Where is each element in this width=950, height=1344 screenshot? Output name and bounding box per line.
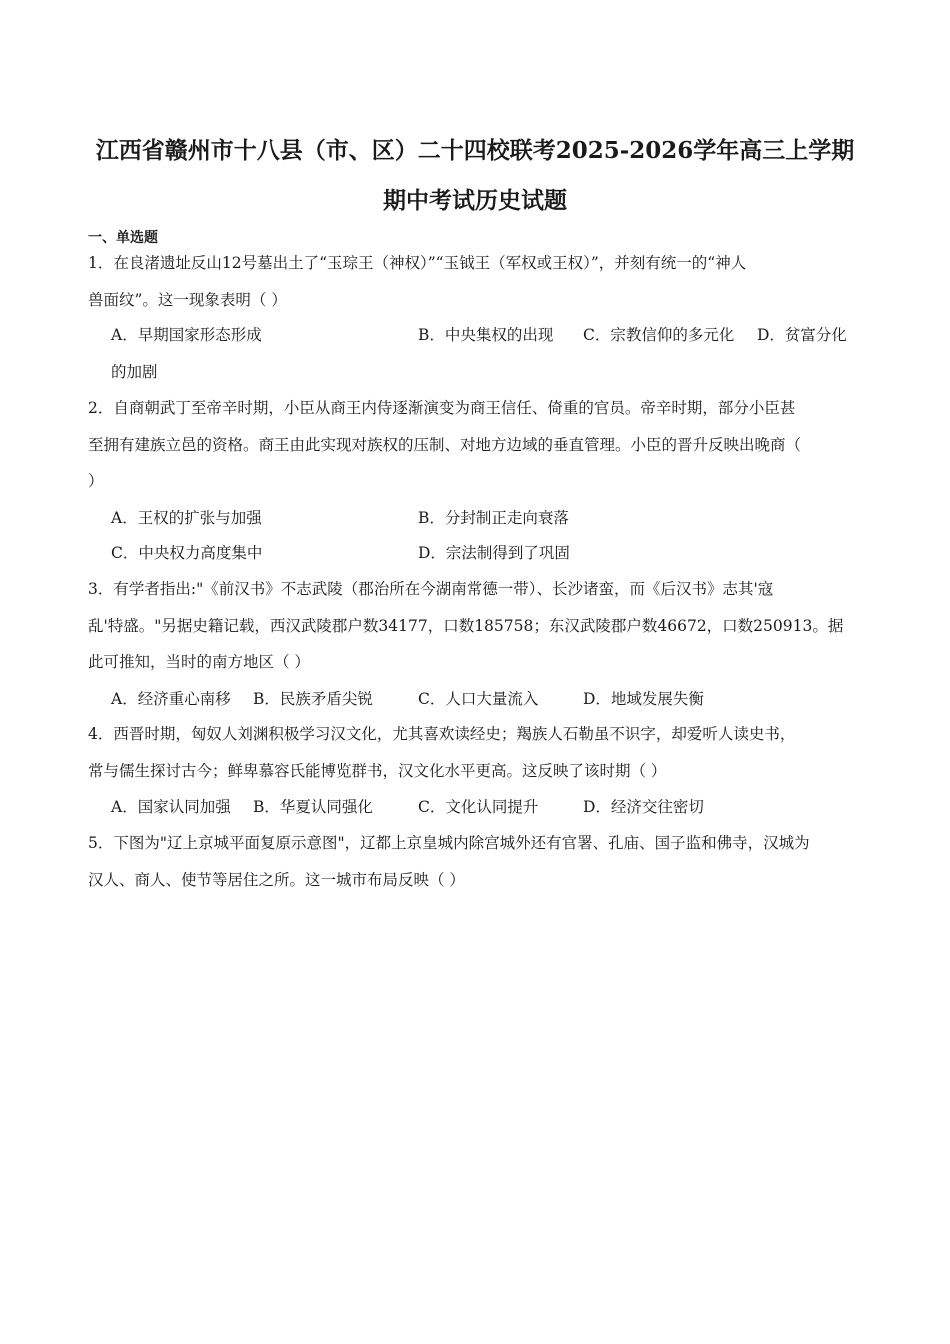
question-2-option-a: A．王权的扩张与加强 bbox=[111, 509, 262, 527]
question-2-option-b: B．分封制正走向衰落 bbox=[418, 509, 569, 527]
question-5-line-1: 5．下图为"辽上京城平面复原示意图"，辽都上京皇城内除宫城外还有官署、孔庙、国子监和佛寺，汉城为 bbox=[88, 834, 810, 852]
question-2-line-1: 2．自商朝武丁至帝辛时期，小臣从商王内侍逐渐演变为商王信任、倚重的官员。帝辛时期，部分小臣甚 bbox=[88, 399, 796, 417]
question-3-line-1: 3．有学者指出:"《前汉书》不志武陵（郡治所在今湖南常德一带）、长沙诸蛮，而《后汉书》志其'寇 bbox=[88, 580, 774, 598]
question-3-option-d: D．地域发展失衡 bbox=[583, 690, 704, 708]
question-1-line-2: 兽面纹”。这一现象表明（ ） bbox=[88, 291, 287, 309]
question-1-option-d: D．贫富分化 bbox=[757, 326, 847, 344]
question-2-line-2: 至拥有建族立邑的资格。商王由此实现对族权的压制、对地方边域的垂直管理。小臣的晋升反映出晚商（ bbox=[88, 436, 802, 454]
question-1-line-1: 1．在良渚遗址反山12号墓出土了“玉琮王（神权）”“玉钺王（军权或王权）”，并刻有统一的“神人 bbox=[88, 254, 747, 272]
question-2-option-d: D．宗法制得到了巩固 bbox=[418, 544, 570, 562]
question-1-option-c: C．宗教信仰的多元化 bbox=[583, 326, 735, 344]
question-4-line-2: 常与儒生探讨古今；鲜卑慕容氏能博览群书，汉文化水平更高。这反映了该时期（ ） bbox=[88, 762, 667, 780]
section-heading: 一、单选题 bbox=[88, 230, 158, 246]
question-4-option-b: B．华夏认同强化 bbox=[253, 798, 373, 816]
question-4-option-c: C．文化认同提升 bbox=[418, 798, 539, 816]
question-3-line-2: 乱'特盛。"另据史籍记载，西汉武陵郡户数34177，口数185758；东汉武陵郡户数46672，口数250913。据 bbox=[88, 617, 844, 635]
exam-title-line-1: 江西省赣州市十八县（市、区）二十四校联考2025-2026学年高三上学期 bbox=[95, 137, 855, 164]
question-4-line-1: 4．西晋时期，匈奴人刘渊积极学习汉文化，尤其喜欢读经史；羯族人石勒虽不识字，却爱听人读史书， bbox=[88, 725, 796, 743]
question-3-option-b: B．民族矛盾尖锐 bbox=[253, 690, 373, 708]
question-2-line-3: ） bbox=[88, 472, 104, 490]
question-4-option-d: D．经济交往密切 bbox=[583, 798, 704, 816]
question-1-option-a: A．早期国家形态形成 bbox=[111, 326, 262, 344]
question-1-option-d-wrap: 的加剧 bbox=[111, 363, 158, 381]
question-5-line-2: 汉人、商人、使节等居住之所。这一城市布局反映（ ） bbox=[88, 871, 465, 889]
question-3-line-3: 此可推知，当时的南方地区（ ） bbox=[88, 653, 310, 671]
question-3-option-a: A．经济重心南移 bbox=[111, 690, 231, 708]
question-1-option-b: B．中央集权的出现 bbox=[418, 326, 554, 344]
question-2-option-c: C．中央权力高度集中 bbox=[111, 544, 263, 562]
question-3-option-c: C．人口大量流入 bbox=[418, 690, 539, 708]
question-4-option-a: A．国家认同加强 bbox=[111, 798, 231, 816]
exam-title-line-2: 期中考试历史试题 bbox=[383, 187, 567, 214]
